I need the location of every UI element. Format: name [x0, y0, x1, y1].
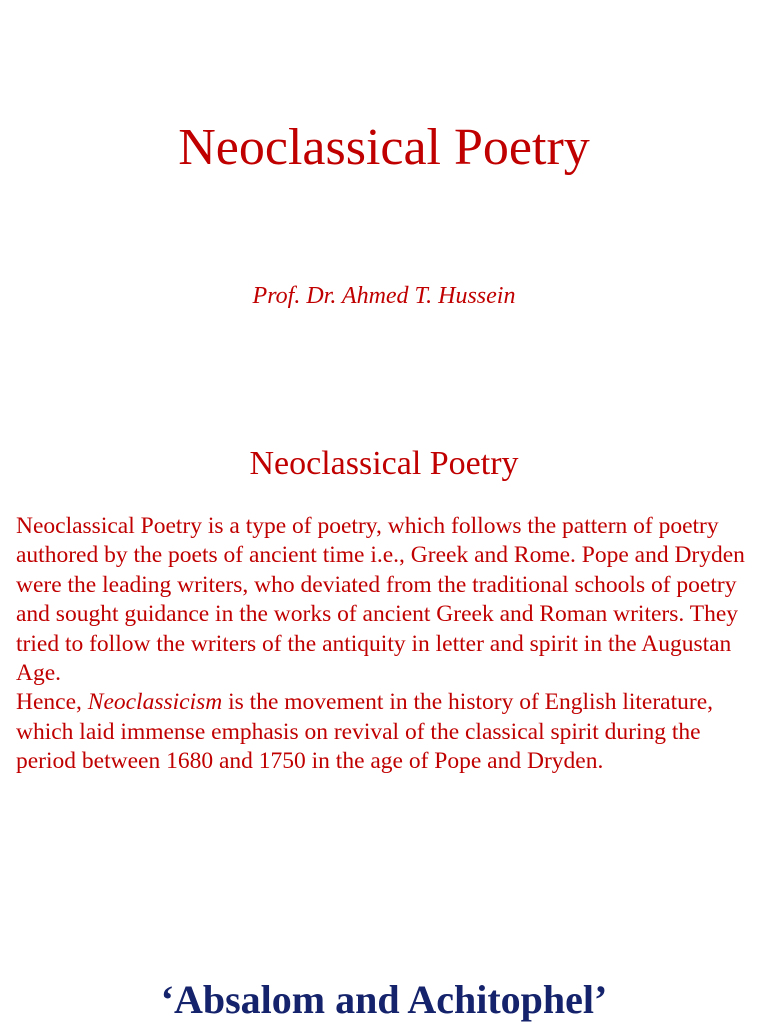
paragraph-prefix: Hence, — [16, 689, 88, 716]
section-heading: Neoclassical Poetry — [249, 445, 519, 482]
paragraph-neoclassicism — [16, 688, 764, 776]
next-slide — [0, 960, 768, 1024]
author-name: Prof. Dr. Ahmed T. Hussein — [252, 283, 516, 309]
paragraph-rest: is the movement in the history of English literature, which laid immense emphasis on revival of the classical spirit during the period between 1680 and 1750 in the age of Pope and Dryden. — [16, 689, 714, 775]
term-neoclassicism: Neoclassicism — [87, 689, 223, 716]
next-slide-title: ‘Absalom and Achitophel’ — [160, 977, 608, 1022]
paragraph-definition: Neoclassical Poetry is a type of poetry, which follows the pattern of poetry authored by the poets of ancient time i.e., Greek and Rome. Pope and Dryden were the leading writers, who deviated from the traditional schools of poetry and sought guidance in the works of ancient Greek and Roman writers. They tried to follow the writers of the antiquity in letter and spirit in the Augustan Age. — [16, 513, 745, 687]
content-slide — [0, 420, 768, 980]
presentation-title: Neoclassical Poetry — [178, 119, 590, 176]
body-text — [16, 512, 764, 777]
title-slide — [0, 0, 768, 400]
